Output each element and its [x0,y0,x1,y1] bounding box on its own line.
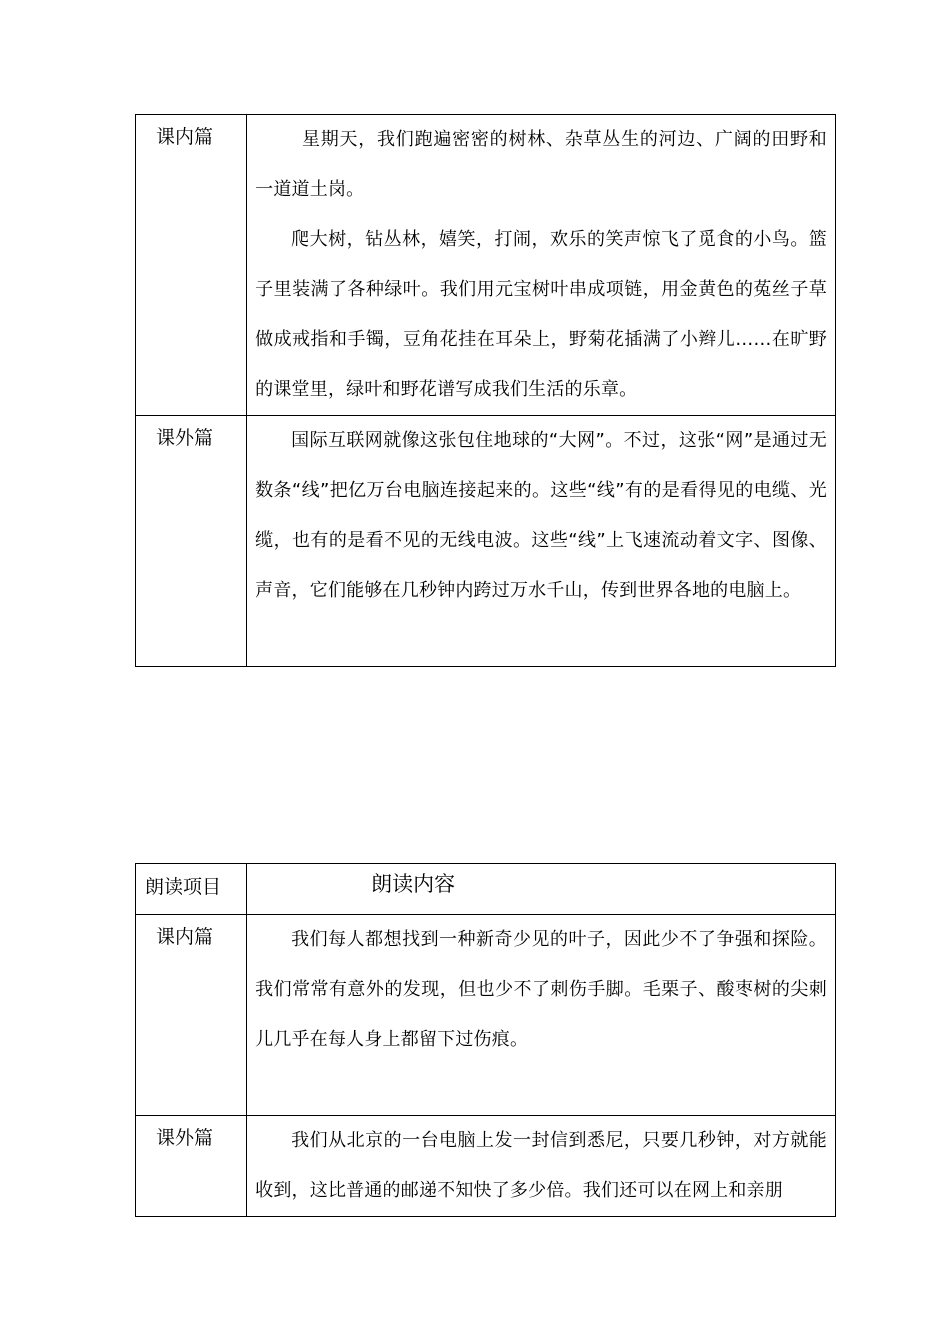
passage-text [247,1116,835,1216]
header-label-cell [136,864,247,915]
passage-paragraph: 国际互联网就像这张包住地球的“大网”。不过，这张“网”是通过无数条“线”把亿万台电脑连接起来的。这些“线”有的是看得见的电缆、光缆，也有的是看不见的无线电波。这些“线”上飞速流动着文字、图像、声音，它们能够在几秒钟内跨过万水千山，传到世界各地的电脑上。 [255,430,827,601]
passage-text [247,416,835,616]
passage-paragraph: 我们每人都想找到一种新奇少见的叶子，因此少不了争强和探险。我们常常有意外的发现，但也少不了刺伤手脚。毛栗子、酸枣树的尖刺儿几乎在每人身上都留下过伤痕。 [255,929,827,1050]
passage-paragraph: 爬大树，钻丛林，嬉笑，打闹，欢乐的笑声惊飞了觅食的小鸟。篮子里装满了各种绿叶。我们用元宝树叶串成项链，用金黄色的菟丝子草做成戒指和手镯，豆角花挂在耳朵上，野菊花插满了小辫儿……在旷野的课堂里，绿叶和野花谱写成我们生活的乐章。 [255,229,827,400]
table-row [136,915,836,1116]
column-header-content: 朗读内容 [371,872,456,896]
passage-text [247,915,835,1065]
reading-table-1 [135,114,836,667]
table-header-row [136,864,836,915]
passage-text [247,115,835,415]
passage-cell [247,915,836,1116]
passage-paragraph: 星期天，我们跑遍密密的树林、杂草丛生的河边、广阔的田野和一道道土岗。 [255,129,827,200]
row-label: 课外篇 [156,427,214,449]
passage-cell [247,416,836,667]
column-header-item: 朗读项目 [145,876,222,898]
row-label: 课内篇 [156,926,214,948]
reading-table-2 [135,863,836,1217]
passage-paragraph: 我们从北京的一台电脑上发一封信到悉尼，只要几秒钟，对方就能收到，这比普通的邮递不知快了多少倍。我们还可以在网上和亲朋 [255,1130,827,1201]
passage-cell [247,115,836,416]
table-row [136,115,836,416]
row-label-cell [136,915,247,1116]
header-content-cell [247,864,836,915]
row-label-cell [136,1116,247,1217]
row-label-cell [136,115,247,416]
passage-cell [247,1116,836,1217]
table-row [136,1116,836,1217]
row-label-cell [136,416,247,667]
row-label: 课内篇 [156,126,214,148]
row-label: 课外篇 [156,1127,214,1149]
table-row [136,416,836,667]
